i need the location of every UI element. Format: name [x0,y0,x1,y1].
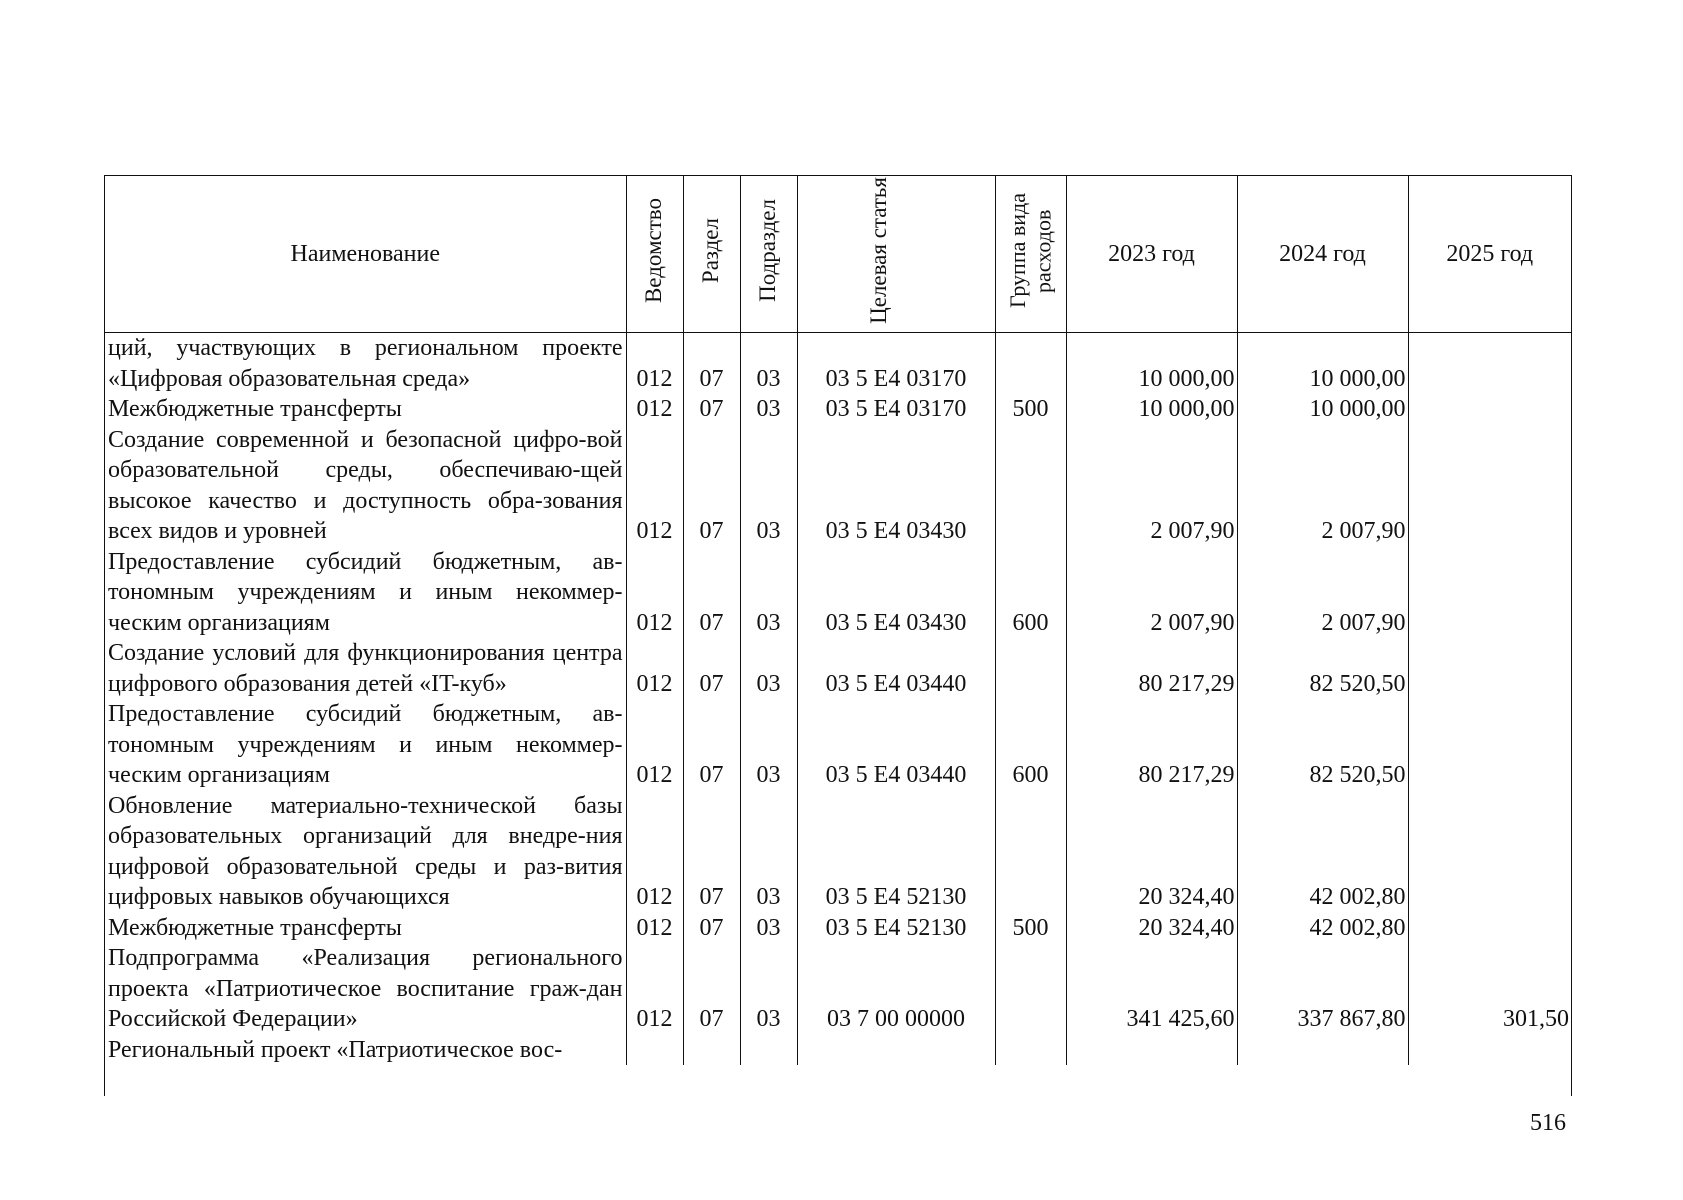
cell-ved: 012 [626,425,683,547]
cell-y2025 [1408,699,1571,791]
table-body [105,333,1571,1066]
cell-name: Предоставление субсидий бюджетным, ав-тономным учреждениям и иным некоммер-ческим организациям [105,547,626,639]
cell-name: Межбюджетные трансферты [105,394,626,425]
cell-razd: 07 [683,425,740,547]
cell-y2023: 20 324,40 [1066,791,1237,913]
header-razd: Раздел [683,176,740,333]
cell-y2025 [1408,394,1571,425]
cell-y2024: 82 520,50 [1237,699,1408,791]
cell-podr: 03 [740,394,797,425]
cell-cel: 03 5 E4 03440 [797,638,995,699]
cell-cel: 03 5 E4 03430 [797,547,995,639]
cell-name: Предоставление субсидий бюджетным, ав-тономным учреждениям и иным некоммер-ческим организациям [105,699,626,791]
cell-y2023: 10 000,00 [1066,333,1237,395]
cell-y2024: 337 867,80 [1237,943,1408,1035]
cell-podr [740,1035,797,1066]
cell-y2023: 2 007,90 [1066,547,1237,639]
cell-grp [995,638,1066,699]
cell-grp [995,333,1066,395]
cell-podr: 03 [740,913,797,944]
budget-table-sheet [104,175,1572,1096]
cell-grp: 500 [995,394,1066,425]
cell-y2025 [1408,913,1571,944]
cell-podr: 03 [740,638,797,699]
cell-y2024 [1237,1035,1408,1066]
cell-podr: 03 [740,547,797,639]
cell-grp: 600 [995,547,1066,639]
cell-grp [995,425,1066,547]
cell-podr: 03 [740,699,797,791]
table-row [105,638,1571,699]
cell-grp [995,791,1066,913]
cell-cel [797,1035,995,1066]
cell-y2024: 10 000,00 [1237,333,1408,395]
table-row [105,547,1571,639]
table-row [105,394,1571,425]
cell-ved: 012 [626,913,683,944]
cell-y2023: 341 425,60 [1066,943,1237,1035]
header-grp: Группа вида расходов [995,176,1066,333]
cell-ved: 012 [626,638,683,699]
cell-razd: 07 [683,638,740,699]
cell-cel: 03 5 E4 03430 [797,425,995,547]
cell-razd: 07 [683,333,740,395]
cell-y2025 [1408,425,1571,547]
table-header [105,176,1571,333]
header-y2023: 2023 год [1066,176,1237,333]
cell-cel: 03 5 E4 03170 [797,333,995,395]
table-row [105,943,1571,1035]
cell-grp [995,943,1066,1035]
cell-ved: 012 [626,791,683,913]
cell-podr: 03 [740,333,797,395]
cell-cel: 03 5 E4 52130 [797,913,995,944]
cell-razd: 07 [683,699,740,791]
cell-name: Обновление материально-технической базы образовательных организаций для внедре-ния цифровой образовательной среды и раз-вития цифровых навыков обучающихся [105,791,626,913]
cell-podr: 03 [740,425,797,547]
header-y2024: 2024 год [1237,176,1408,333]
table-row [105,699,1571,791]
cell-y2023: 10 000,00 [1066,394,1237,425]
cell-razd: 07 [683,913,740,944]
cell-y2025: 301,50 [1503,1006,1569,1032]
cell-grp [995,1035,1066,1066]
budget-table [105,176,1571,1065]
cell-grp: 500 [995,913,1066,944]
header-y2025: 2025 год [1408,176,1571,333]
cell-name: Подпрограмма «Реализация регионального проекта «Патриотическое воспитание граж-дан Российской Федерации» [105,943,626,1035]
cell-podr: 03 [740,943,797,1035]
table-row [105,791,1571,913]
cell-name: Создание условий для функционирования центра цифрового образования детей «IT-куб» [105,638,626,699]
cell-razd [683,1035,740,1066]
cell-y2025 [1408,638,1571,699]
cell-grp: 600 [995,699,1066,791]
table-row [105,913,1571,944]
cell-y2024: 2 007,90 [1237,425,1408,547]
cell-razd: 07 [683,791,740,913]
cell-y2024: 10 000,00 [1237,394,1408,425]
cell-cel: 03 5 E4 03440 [797,699,995,791]
cell-y2024: 42 002,80 [1237,791,1408,913]
cell-y2023: 2 007,90 [1066,425,1237,547]
header-ved: Ведомство [626,176,683,333]
cell-ved: 012 [626,547,683,639]
cell-y2023: 20 324,40 [1066,913,1237,944]
cell-y2025 [1408,547,1571,639]
header-name: Наименование [105,176,626,333]
cell-y2025 [1408,333,1571,395]
cell-ved: 012 [626,394,683,425]
table-row [105,425,1571,547]
cell-name: ций, участвующих в региональном проекте «Цифровая образовательная среда» [105,333,626,395]
cell-y2023: 80 217,29 [1066,638,1237,699]
cell-ved [626,1035,683,1066]
header-podr: Подраздел [740,176,797,333]
cell-razd: 07 [683,547,740,639]
cell-podr: 03 [740,791,797,913]
cell-razd: 07 [683,943,740,1035]
cell-y2025 [1408,791,1571,913]
cell-y2024: 42 002,80 [1237,913,1408,944]
cell-cel: 03 5 E4 03170 [797,394,995,425]
cell-cel: 03 5 E4 52130 [797,791,995,913]
cell-y2024: 82 520,50 [1237,638,1408,699]
table-row [105,333,1571,395]
cell-y2025 [1408,1035,1571,1066]
cell-ved: 012 [626,943,683,1035]
cell-name: Межбюджетные трансферты [105,913,626,944]
cell-name: Создание современной и безопасной цифро-вой образовательной среды, обеспечиваю-щей высокое качество и доступность обра-зования всех видов и уровней [105,425,626,547]
cell-y2023: 80 217,29 [1066,699,1237,791]
cell-ved: 012 [626,333,683,395]
table-row [105,1035,1571,1066]
cell-name: Региональный проект «Патриотическое вос- [105,1035,626,1066]
cell-y2024: 2 007,90 [1237,547,1408,639]
cell-y2023 [1066,1035,1237,1066]
page-number: 516 [1530,1110,1566,1136]
header-cel: Целевая статья [797,176,995,333]
cell-razd: 07 [683,394,740,425]
cell-cel: 03 7 00 00000 [797,943,995,1035]
cell-ved: 012 [626,699,683,791]
